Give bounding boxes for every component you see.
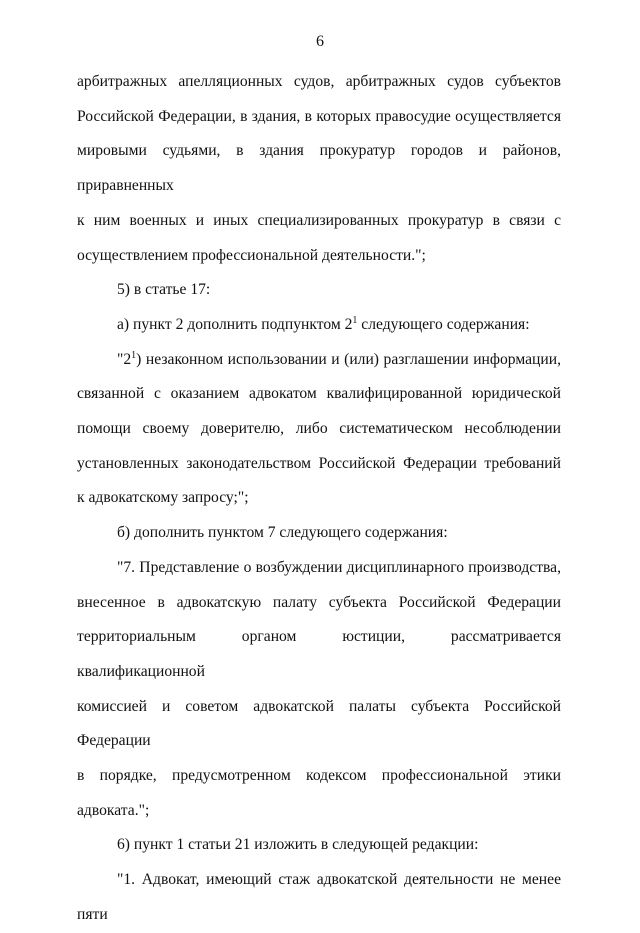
quoted-text: ) незаконном использовании и (или) разглашении информации, [136, 350, 561, 368]
text-line: мировыми судьями, в здания прокуратур городов и районов, приравненных [77, 142, 561, 195]
text-line: помощи своему доверителю, либо систематическом несоблюдении [77, 420, 561, 438]
text-line: к ним военных и иных специализированных прокуратур в связи с [77, 211, 561, 229]
text-line: территориальным органом юстиции, рассматривается квалификационной [77, 628, 561, 680]
text-line: установленных законодательством Российской Федерации требований [77, 454, 561, 472]
document-body [77, 65, 561, 933]
text-line: осуществлением профессиональной деятельности."; [77, 246, 426, 264]
quoted-text: "2 [117, 350, 132, 368]
amendment-text: а) пункт 2 дополнить подпунктом 2 [117, 315, 353, 333]
quoted-line: "7. Представление о возбуждении дисциплинарного производства, [117, 558, 561, 576]
text-line: связанной с оказанием адвокатом квалифицированной юридической [77, 385, 561, 403]
quoted-line: "1. Адвокат, имеющий стаж адвокатской деятельности не менее пяти [77, 871, 561, 923]
superscript: 1 [352, 314, 358, 326]
text-line: арбитражных апелляционных судов, арбитражных судов субъектов [77, 73, 561, 90]
article-heading: 5) в статье 17: [117, 281, 211, 299]
text-line: адвоката."; [77, 801, 150, 819]
superscript: 1 [131, 349, 137, 361]
amendment-line: б) дополнить пунктом 7 следующего содержания: [117, 524, 448, 542]
text-line: комиссией и советом адвокатской палаты субъекта Российской Федерации [77, 697, 561, 750]
text-line: к адвокатскому запросу;"; [77, 489, 249, 507]
amendment-line [77, 308, 561, 343]
amendment-text: следующего содержания: [357, 315, 530, 333]
amendment-line: 6) пункт 1 статьи 21 изложить в следующей редакции: [117, 836, 479, 854]
text-line: внесенное в адвокатскую палату субъекта Российской Федерации [77, 593, 561, 611]
text-line: в порядке, предусмотренном кодексом профессиональной этики [77, 767, 561, 785]
page-number: 6 [316, 33, 324, 50]
quoted-line [77, 343, 561, 378]
text-line: Российской Федерации, в здания, в которых правосудие осуществляется [77, 107, 561, 125]
